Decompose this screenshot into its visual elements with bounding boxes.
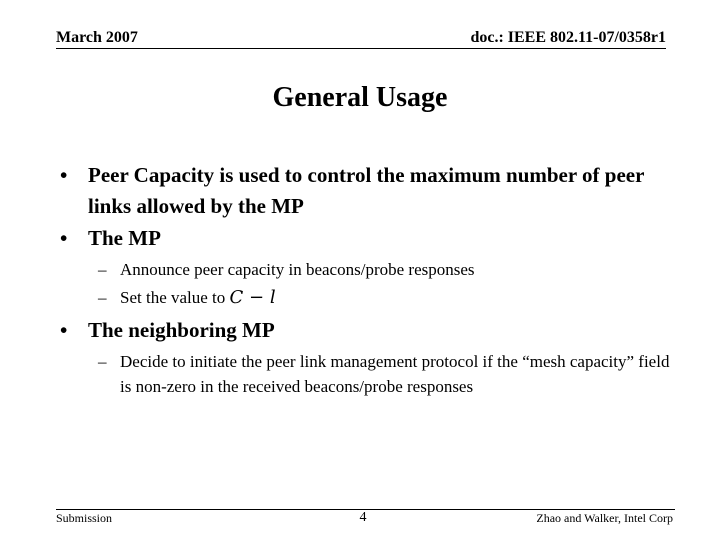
slide-title: General Usage [272,82,448,113]
sub-bullet-marker: – [98,288,107,307]
bullet-text: Peer Capacity is used to control the maximum number of peer links allowed by the MP [88,163,645,218]
bullet-item [60,315,680,346]
sub-bullet-text: Announce peer capacity in beacons/probe responses [120,260,475,279]
bullet-item [60,160,680,222]
sub-bullet-marker: – [98,260,107,279]
bullet-item [60,223,680,254]
sub-bullet-text: Decide to initiate the peer link management protocol if the “mesh capacity” field is non-zero in the received beacons/probe responses [120,352,670,396]
header-date: March 2007 [56,29,138,46]
bullet-marker: • [60,163,68,187]
footer-submission: Submission [56,511,113,525]
bullet-text: The MP [88,226,161,250]
capacity-formula: C − l [229,287,276,308]
sub-bullet-marker: – [98,352,107,371]
sub-bullet-item [98,349,678,399]
bullet-text: The neighboring MP [88,318,275,342]
bullet-marker: • [60,318,68,342]
sub-bullet-item [98,285,678,310]
sub-bullet-prefix: Set the value to [120,288,230,307]
page-number: 4 [359,510,367,525]
sub-bullet-item [98,257,678,282]
bullet-marker: • [60,226,68,250]
footer-authors: Zhao and Walker, Intel Corp [536,511,673,525]
sub-bullet-text [120,285,678,310]
header-divider [56,48,666,49]
header-document-id: doc.: IEEE 802.11-07/0358r1 [470,29,666,46]
